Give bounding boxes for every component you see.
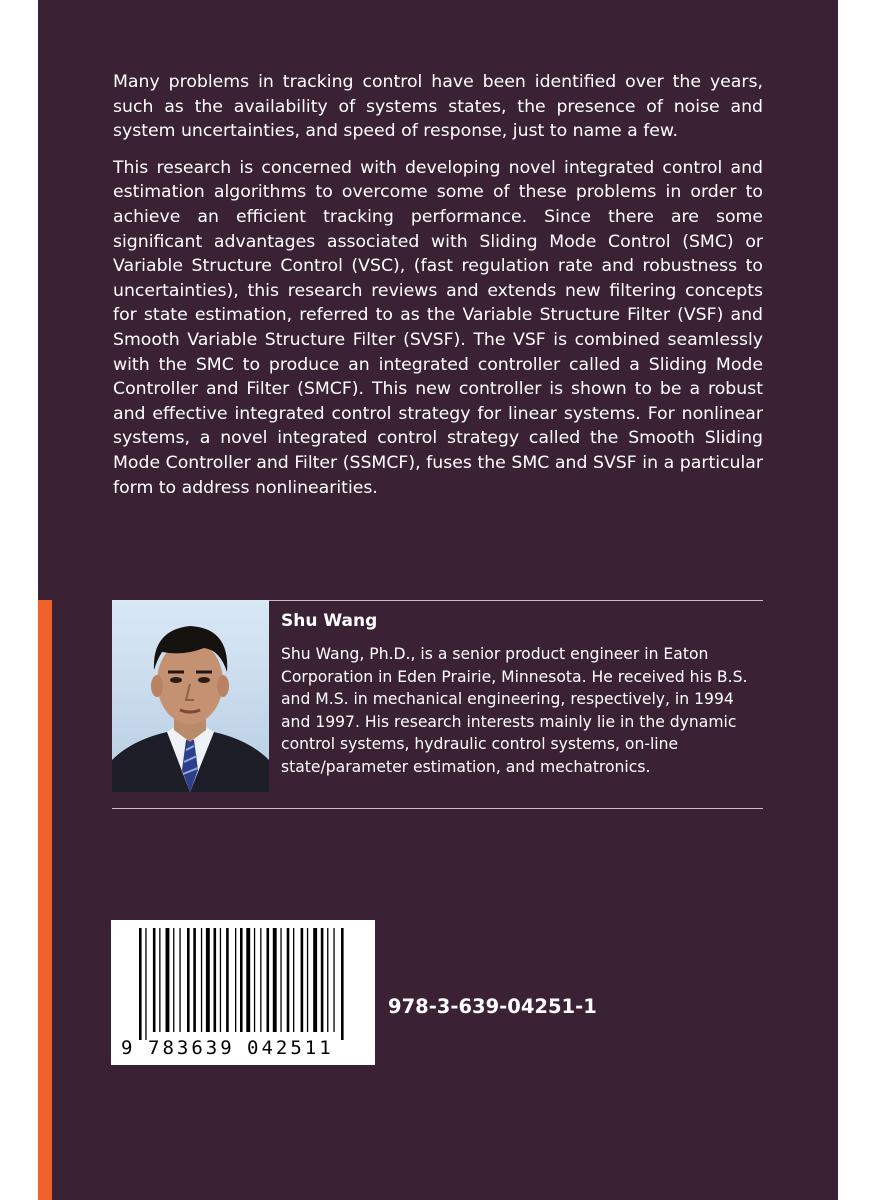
- author-section-bottom-rule: [112, 808, 763, 809]
- barcode-bar: [166, 928, 170, 1032]
- author-name: Shu Wang: [281, 611, 378, 631]
- barcode-bar: [321, 928, 324, 1032]
- barcode-digits-left: 783639: [148, 1037, 235, 1059]
- barcode-bar: [293, 928, 294, 1032]
- barcode-bar: [313, 928, 317, 1032]
- barcode-bar: [246, 928, 250, 1032]
- barcode-lead-digit: 9: [121, 1037, 133, 1059]
- barcode-bar: [145, 928, 146, 1040]
- barcode-bar: [214, 928, 217, 1032]
- barcode-bar: [159, 928, 160, 1032]
- barcode-bar: [220, 928, 221, 1032]
- barcode-bar: [327, 928, 328, 1032]
- author-bio: Shu Wang, Ph.D., is a senior product engineer in Eaton Corporation in Eden Prairie, Minnesota. He received his B.S. and M.S. in mechanical engineering, respectively, in 1994 and 1997. His research interests mainly lie in the dynamic control systems, hydraulic control systems, on-line state/parameter estimation, and mechatronics.: [281, 645, 748, 776]
- barcode-bar: [267, 928, 270, 1032]
- blurb-paragraph-1: Many problems in tracking control have been identified over the years, such as the availability of systems states, the presence of noise and system uncertainties, and speed of response, just to name a few.: [113, 72, 763, 142]
- barcode-bar: [226, 928, 229, 1032]
- barcode-bar: [235, 928, 236, 1032]
- isbn-number: 978-3-639-04251-1: [388, 995, 597, 1018]
- barcode-graphic: [111, 920, 375, 1065]
- barcode-bar: [201, 928, 202, 1032]
- barcode-bar: [193, 928, 196, 1032]
- barcode-bar: [260, 928, 261, 1032]
- barcode-digits-right: 042511: [247, 1037, 334, 1059]
- barcode-bar: [307, 928, 308, 1032]
- barcode-bar: [139, 928, 142, 1040]
- barcode-bar: [179, 928, 180, 1032]
- barcode-bar: [273, 928, 277, 1032]
- barcode-bar: [280, 928, 281, 1032]
- barcode-bar: [341, 928, 344, 1040]
- author-photo: [112, 600, 269, 792]
- isbn-barcode: [111, 920, 375, 1065]
- back-cover-blurb: [113, 70, 763, 512]
- barcode-bar: [240, 928, 243, 1032]
- barcode-bar: [187, 928, 190, 1032]
- blurb-paragraph-2: This research is concerned with developing novel integrated control and estimation algorithms to overcome some of these problems in order to achieve an efficient tracking performance. Since there are some significant advantages associated with Sliding Mode Control (SMC) or Variable Structure Control (VSC), (fast regulation rate and robustness to uncertainties), this research reviews and extends new filtering concepts for state estimation, referred to as the Variable Structure Filter (VSF) and Smooth Variable Structure Filter (SVSF). The VSF is combined seamlessly with the SMC to produce an integrated controller called a Sliding Mode Controller and Filter (SMCF). This new controller is shown to be a robust and effective integrated control strategy for linear systems. For nonlinear systems, a novel integrated control strategy called the Smooth Sliding Mode Controller and Filter (SSMCF), fuses the SMC and SVSF in a particular form to address nonlinearities.: [113, 157, 763, 498]
- barcode-bar: [206, 928, 210, 1032]
- barcode-bar: [333, 928, 334, 1032]
- barcode-bar: [153, 928, 156, 1032]
- barcode-bar: [287, 928, 290, 1032]
- author-portrait-image: [112, 600, 269, 792]
- barcode-bar: [173, 928, 174, 1032]
- barcode-bar: [254, 928, 255, 1032]
- orange-accent-stripe: [38, 600, 52, 1200]
- barcode-bar: [301, 928, 304, 1032]
